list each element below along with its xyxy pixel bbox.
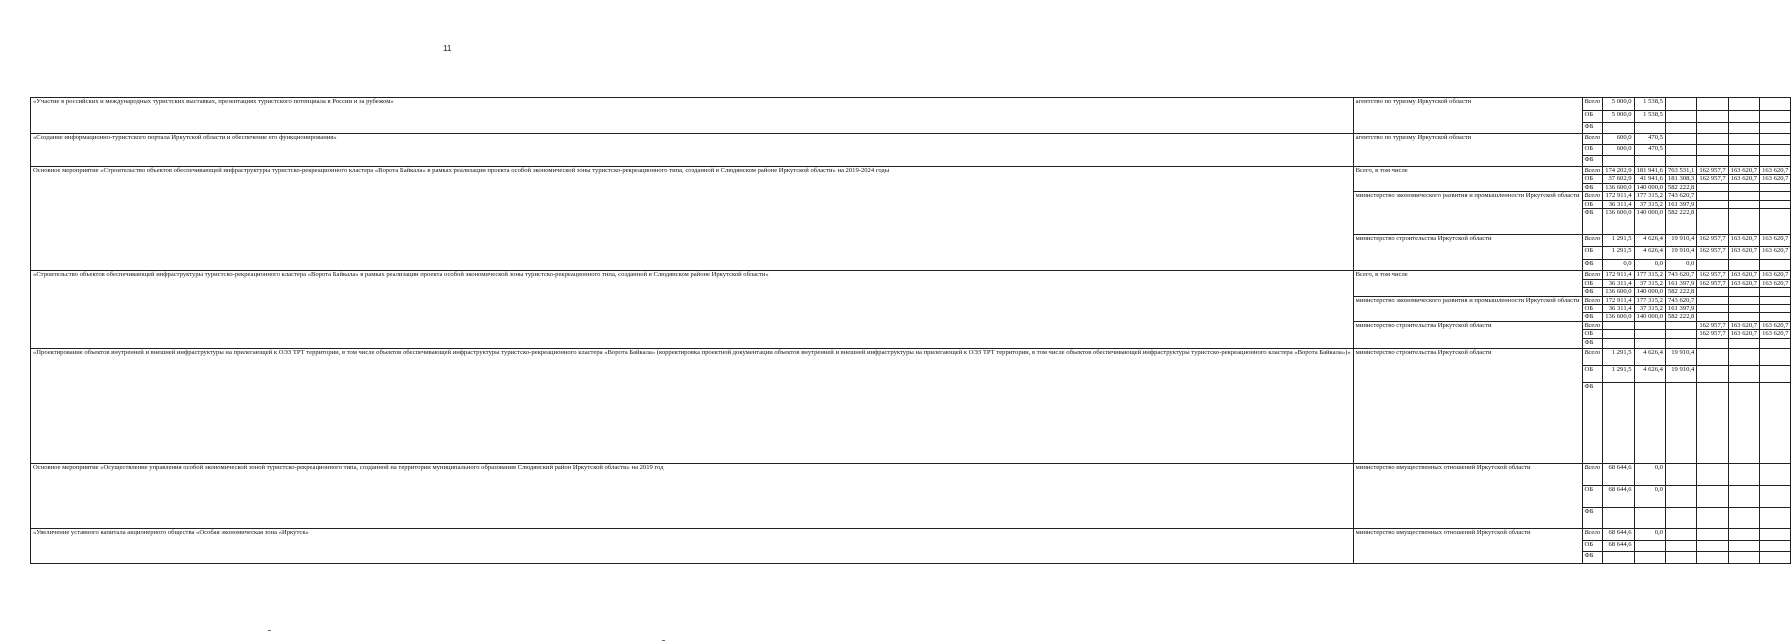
executor: министерство экономического развития и промышленности Иркутской области xyxy=(1353,192,1582,235)
value-cell xyxy=(1665,485,1696,507)
source-fb: ФБ xyxy=(1582,313,1603,321)
value-cell: 743 620,7 xyxy=(1665,296,1696,304)
value-cell xyxy=(1665,463,1696,485)
value-cell: 174 202,9 xyxy=(1603,167,1634,175)
source-fb: ФБ xyxy=(1582,382,1603,463)
table-row xyxy=(31,134,1791,145)
value-cell: 177 315,2 xyxy=(1634,192,1665,200)
value-cell: 163 620,7 xyxy=(1728,234,1759,246)
value-cell: 600,0 xyxy=(1603,145,1634,156)
value-cell: 37 315,2 xyxy=(1634,305,1665,313)
value-cell: 172 911,4 xyxy=(1603,270,1634,279)
activity-name: «Строительство объектов обеспечивающей инфраструктуры туристско-рекреационного кластера «Ворота Байкала» в рамках реализации проекта особой экономической зоны туристско-рекреационного типа, созданной в Слюдянском районе Иркутской области» xyxy=(31,270,1354,348)
executor: министерство строительства Иркутской области xyxy=(1353,234,1582,270)
value-cell xyxy=(1728,288,1759,296)
activity-name: «Создание информационно-туристского портала Иркутской области и обеспечение его функционирования» xyxy=(31,134,1354,167)
scan-speck xyxy=(268,630,271,631)
value-cell xyxy=(1697,313,1728,321)
value-cell: 136 600,0 xyxy=(1603,313,1634,321)
value-cell: 140 000,0 xyxy=(1634,288,1665,296)
value-cell: 181 941,6 xyxy=(1634,167,1665,175)
source-total: Всего xyxy=(1582,98,1603,111)
source-total: Всего xyxy=(1582,270,1603,279)
value-cell: 163 620,7 xyxy=(1728,321,1759,329)
value-cell: 0,0 xyxy=(1634,259,1665,270)
value-cell: 1 291,5 xyxy=(1603,348,1634,365)
value-cell xyxy=(1760,145,1791,156)
table-row xyxy=(31,270,1791,279)
value-cell: 162 957,7 xyxy=(1697,246,1728,259)
value-cell: 36 311,4 xyxy=(1603,200,1634,208)
source-fb: ФБ xyxy=(1582,123,1603,134)
value-cell xyxy=(1697,200,1728,208)
value-cell: 163 620,7 xyxy=(1760,321,1791,329)
value-cell xyxy=(1697,348,1728,365)
value-cell xyxy=(1760,463,1791,485)
value-cell xyxy=(1697,192,1728,200)
value-cell: 163 620,7 xyxy=(1728,246,1759,259)
value-cell: 163 620,7 xyxy=(1760,234,1791,246)
value-cell: 19 910,4 xyxy=(1665,348,1696,365)
value-cell xyxy=(1760,348,1791,365)
value-cell: 163 620,7 xyxy=(1760,167,1791,175)
source-fb: ФБ xyxy=(1582,259,1603,270)
value-cell xyxy=(1728,463,1759,485)
source-total: Всего xyxy=(1582,296,1603,304)
value-cell: 162 957,7 xyxy=(1697,167,1728,175)
value-cell: 163 620,7 xyxy=(1760,330,1791,338)
value-cell xyxy=(1665,134,1696,145)
budget-table xyxy=(30,97,1791,564)
value-cell xyxy=(1728,348,1759,365)
value-cell xyxy=(1728,528,1759,540)
value-cell xyxy=(1760,305,1791,313)
activity-name: «Проектирование объектов внутренней и внешней инфраструктуры на прилегающей к ОЭЗ ТРТ территории, в том числе объектов обеспечивающей инфраструктуры туристско-рекреационного кластера «Ворота Байкала» (корректировка проектной документации объектов внутренней и внешней инфраструктуры на прилегающей к ОЭЗ ТРТ территории, в том числе объектов обеспечивающей инфраструктуры туристско-рекреационного кластера «Ворота Байкала»)» xyxy=(31,348,1354,463)
value-cell: 37 315,2 xyxy=(1634,279,1665,287)
value-cell: 162 957,7 xyxy=(1697,321,1728,329)
value-cell: 163 620,7 xyxy=(1728,279,1759,287)
value-cell: 743 620,7 xyxy=(1665,270,1696,279)
value-cell: 163 620,7 xyxy=(1760,279,1791,287)
activity-name: Основное мероприятие «Осуществление управления особой экономической зоной туристско-рекреационного типа, созданной на территории муниципального образования Слюдянский район Иркутской области» на 2019 год xyxy=(31,463,1354,528)
value-cell: 1 291,5 xyxy=(1603,246,1634,259)
source-ob: ОБ xyxy=(1582,279,1603,287)
value-cell xyxy=(1728,183,1759,191)
value-cell xyxy=(1728,111,1759,123)
value-cell: 161 397,9 xyxy=(1665,279,1696,287)
value-cell xyxy=(1697,463,1728,485)
value-cell xyxy=(1728,540,1759,551)
value-cell: 19 910,4 xyxy=(1665,365,1696,382)
source-fb: ФБ xyxy=(1582,288,1603,296)
value-cell: 68 644,6 xyxy=(1603,485,1634,507)
value-cell: 19 910,4 xyxy=(1665,246,1696,259)
value-cell xyxy=(1697,528,1728,540)
source-ob: ОБ xyxy=(1582,200,1603,208)
value-cell: 582 222,8 xyxy=(1665,288,1696,296)
value-cell: 0,0 xyxy=(1634,528,1665,540)
value-cell: 582 222,8 xyxy=(1665,208,1696,234)
value-cell: 41 941,6 xyxy=(1634,175,1665,183)
value-cell: 136 600,0 xyxy=(1603,208,1634,234)
value-cell: 163 620,7 xyxy=(1760,175,1791,183)
value-cell xyxy=(1697,288,1728,296)
value-cell xyxy=(1760,183,1791,191)
value-cell: 172 911,4 xyxy=(1603,296,1634,304)
value-cell xyxy=(1697,485,1728,507)
value-cell xyxy=(1760,365,1791,382)
value-cell: 162 957,7 xyxy=(1697,270,1728,279)
value-cell xyxy=(1697,183,1728,191)
executor: министерство строительства Иркутской области xyxy=(1353,321,1582,348)
value-cell xyxy=(1728,313,1759,321)
value-cell xyxy=(1728,296,1759,304)
source-total: Всего xyxy=(1582,528,1603,540)
value-cell: 140 000,0 xyxy=(1634,208,1665,234)
value-cell: 163 620,7 xyxy=(1728,175,1759,183)
value-cell: 1 291,5 xyxy=(1603,365,1634,382)
value-cell xyxy=(1697,111,1728,123)
value-cell: 582 222,8 xyxy=(1665,183,1696,191)
value-cell: 763 531,1 xyxy=(1665,167,1696,175)
executor: министерство имущественных отношений Иркутской области xyxy=(1353,528,1582,563)
value-cell: 600,0 xyxy=(1603,134,1634,145)
table-row xyxy=(31,528,1791,540)
source-total: Всего xyxy=(1582,234,1603,246)
source-fb: ФБ xyxy=(1582,551,1603,563)
value-cell: 37 602,9 xyxy=(1603,175,1634,183)
value-cell xyxy=(1697,145,1728,156)
source-total: Всего xyxy=(1582,348,1603,365)
value-cell xyxy=(1760,134,1791,145)
value-cell: 140 000,0 xyxy=(1634,313,1665,321)
executor: агентство по туризму Иркутской области xyxy=(1353,98,1582,134)
executor: министерство имущественных отношений Иркутской области xyxy=(1353,463,1582,528)
executor: Всего, в том числе xyxy=(1353,167,1582,192)
value-cell xyxy=(1728,98,1759,111)
value-cell: 37 315,2 xyxy=(1634,200,1665,208)
value-cell: 0,0 xyxy=(1634,463,1665,485)
source-total: Всего xyxy=(1582,463,1603,485)
value-cell xyxy=(1760,111,1791,123)
value-cell: 181 308,3 xyxy=(1665,175,1696,183)
value-cell xyxy=(1760,296,1791,304)
value-cell xyxy=(1697,365,1728,382)
value-cell xyxy=(1634,540,1665,551)
value-cell xyxy=(1665,145,1696,156)
value-cell xyxy=(1728,365,1759,382)
source-ob: ОБ xyxy=(1582,330,1603,338)
source-fb: ФБ xyxy=(1582,338,1603,348)
value-cell: 470,5 xyxy=(1634,145,1665,156)
value-cell: 136 600,0 xyxy=(1603,288,1634,296)
value-cell xyxy=(1603,321,1634,329)
value-cell: 136 600,0 xyxy=(1603,183,1634,191)
source-total: Всего xyxy=(1582,321,1603,329)
source-fb: ФБ xyxy=(1582,208,1603,234)
value-cell: 0,0 xyxy=(1665,259,1696,270)
value-cell: 1 538,5 xyxy=(1634,111,1665,123)
executor: Всего, в том числе xyxy=(1353,270,1582,296)
source-total: Всего xyxy=(1582,167,1603,175)
value-cell: 36 311,4 xyxy=(1603,279,1634,287)
value-cell: 177 315,2 xyxy=(1634,296,1665,304)
value-cell: 5 000,0 xyxy=(1603,111,1634,123)
value-cell xyxy=(1634,330,1665,338)
value-cell: 161 397,9 xyxy=(1665,305,1696,313)
activity-name: «Участие в российских и международных туристских выставках, презентациях туристского потенциала в России и за рубежом» xyxy=(31,98,1354,134)
value-cell xyxy=(1697,305,1728,313)
value-cell xyxy=(1728,200,1759,208)
executor: министерство строительства Иркутской области xyxy=(1353,348,1582,463)
value-cell: 1 291,5 xyxy=(1603,234,1634,246)
value-cell xyxy=(1665,321,1696,329)
value-cell xyxy=(1697,296,1728,304)
value-cell xyxy=(1760,540,1791,551)
value-cell: 177 315,2 xyxy=(1634,270,1665,279)
source-total: Всего xyxy=(1582,134,1603,145)
value-cell: 162 957,7 xyxy=(1697,330,1728,338)
source-ob: ОБ xyxy=(1582,246,1603,259)
value-cell xyxy=(1728,192,1759,200)
table-row xyxy=(31,463,1791,485)
value-cell: 4 626,4 xyxy=(1634,365,1665,382)
source-fb: ФБ xyxy=(1582,156,1603,167)
value-cell: 68 644,6 xyxy=(1603,463,1634,485)
value-cell xyxy=(1728,145,1759,156)
value-cell xyxy=(1697,98,1728,111)
value-cell: 163 620,7 xyxy=(1728,330,1759,338)
value-cell: 5 000,0 xyxy=(1603,98,1634,111)
value-cell xyxy=(1634,321,1665,329)
value-cell: 162 957,7 xyxy=(1697,279,1728,287)
value-cell xyxy=(1728,134,1759,145)
activity-name: «Увеличение уставного капитала акционерного общества «Особая экономическая зона «Иркутск» xyxy=(31,528,1354,563)
table-row xyxy=(31,167,1791,175)
value-cell: 470,5 xyxy=(1634,134,1665,145)
value-cell xyxy=(1697,208,1728,234)
value-cell: 36 311,4 xyxy=(1603,305,1634,313)
value-cell: 162 957,7 xyxy=(1697,234,1728,246)
value-cell: 163 620,7 xyxy=(1760,270,1791,279)
source-ob: ОБ xyxy=(1582,365,1603,382)
value-cell xyxy=(1760,192,1791,200)
value-cell: 172 911,4 xyxy=(1603,192,1634,200)
value-cell xyxy=(1760,200,1791,208)
value-cell: 4 626,4 xyxy=(1634,246,1665,259)
source-ob: ОБ xyxy=(1582,485,1603,507)
value-cell xyxy=(1603,330,1634,338)
source-fb: ФБ xyxy=(1582,183,1603,191)
value-cell: 0,0 xyxy=(1634,485,1665,507)
value-cell xyxy=(1697,540,1728,551)
value-cell: 582 222,8 xyxy=(1665,313,1696,321)
value-cell xyxy=(1665,98,1696,111)
value-cell: 163 620,7 xyxy=(1728,167,1759,175)
value-cell xyxy=(1760,259,1791,270)
page-number: 11 xyxy=(443,44,452,53)
source-ob: ОБ xyxy=(1582,111,1603,123)
value-cell xyxy=(1665,528,1696,540)
value-cell xyxy=(1728,259,1759,270)
value-cell xyxy=(1760,288,1791,296)
source-ob: ОБ xyxy=(1582,305,1603,313)
executor: агентство по туризму Иркутской области xyxy=(1353,134,1582,167)
value-cell: 162 957,7 xyxy=(1697,175,1728,183)
source-total: Всего xyxy=(1582,192,1603,200)
value-cell: 163 620,7 xyxy=(1760,246,1791,259)
source-fb: ФБ xyxy=(1582,507,1603,528)
value-cell xyxy=(1760,208,1791,234)
value-cell: 19 910,4 xyxy=(1665,234,1696,246)
source-ob: ОБ xyxy=(1582,540,1603,551)
value-cell xyxy=(1665,330,1696,338)
value-cell xyxy=(1760,313,1791,321)
value-cell xyxy=(1728,305,1759,313)
value-cell: 0,0 xyxy=(1603,259,1634,270)
value-cell: 161 397,9 xyxy=(1665,200,1696,208)
value-cell: 4 626,4 xyxy=(1634,348,1665,365)
value-cell xyxy=(1697,134,1728,145)
executor: министерство экономического развития и промышленности Иркутской области xyxy=(1353,296,1582,321)
value-cell xyxy=(1728,485,1759,507)
source-ob: ОБ xyxy=(1582,145,1603,156)
table-row xyxy=(31,348,1791,365)
value-cell xyxy=(1728,208,1759,234)
value-cell xyxy=(1665,111,1696,123)
value-cell xyxy=(1760,485,1791,507)
value-cell xyxy=(1697,259,1728,270)
table-row xyxy=(31,98,1791,111)
value-cell: 68 644,6 xyxy=(1603,540,1634,551)
activity-name: Основное мероприятие «Строительство объектов обеспечивающей инфраструктуры туристско-рекреационного кластера «Ворота Байкала» в рамках реализации проекта особой экономической зоны туристско-рекреационного типа, созданной в Слюдянском районе Иркутской области» на 2019-2024 годы xyxy=(31,167,1354,271)
source-ob: ОБ xyxy=(1582,175,1603,183)
value-cell xyxy=(1665,540,1696,551)
value-cell: 140 000,0 xyxy=(1634,183,1665,191)
value-cell: 743 620,7 xyxy=(1665,192,1696,200)
value-cell xyxy=(1760,98,1791,111)
value-cell xyxy=(1760,528,1791,540)
value-cell: 163 620,7 xyxy=(1728,270,1759,279)
value-cell: 68 644,6 xyxy=(1603,528,1634,540)
value-cell: 4 626,4 xyxy=(1634,234,1665,246)
value-cell: 1 538,5 xyxy=(1634,98,1665,111)
